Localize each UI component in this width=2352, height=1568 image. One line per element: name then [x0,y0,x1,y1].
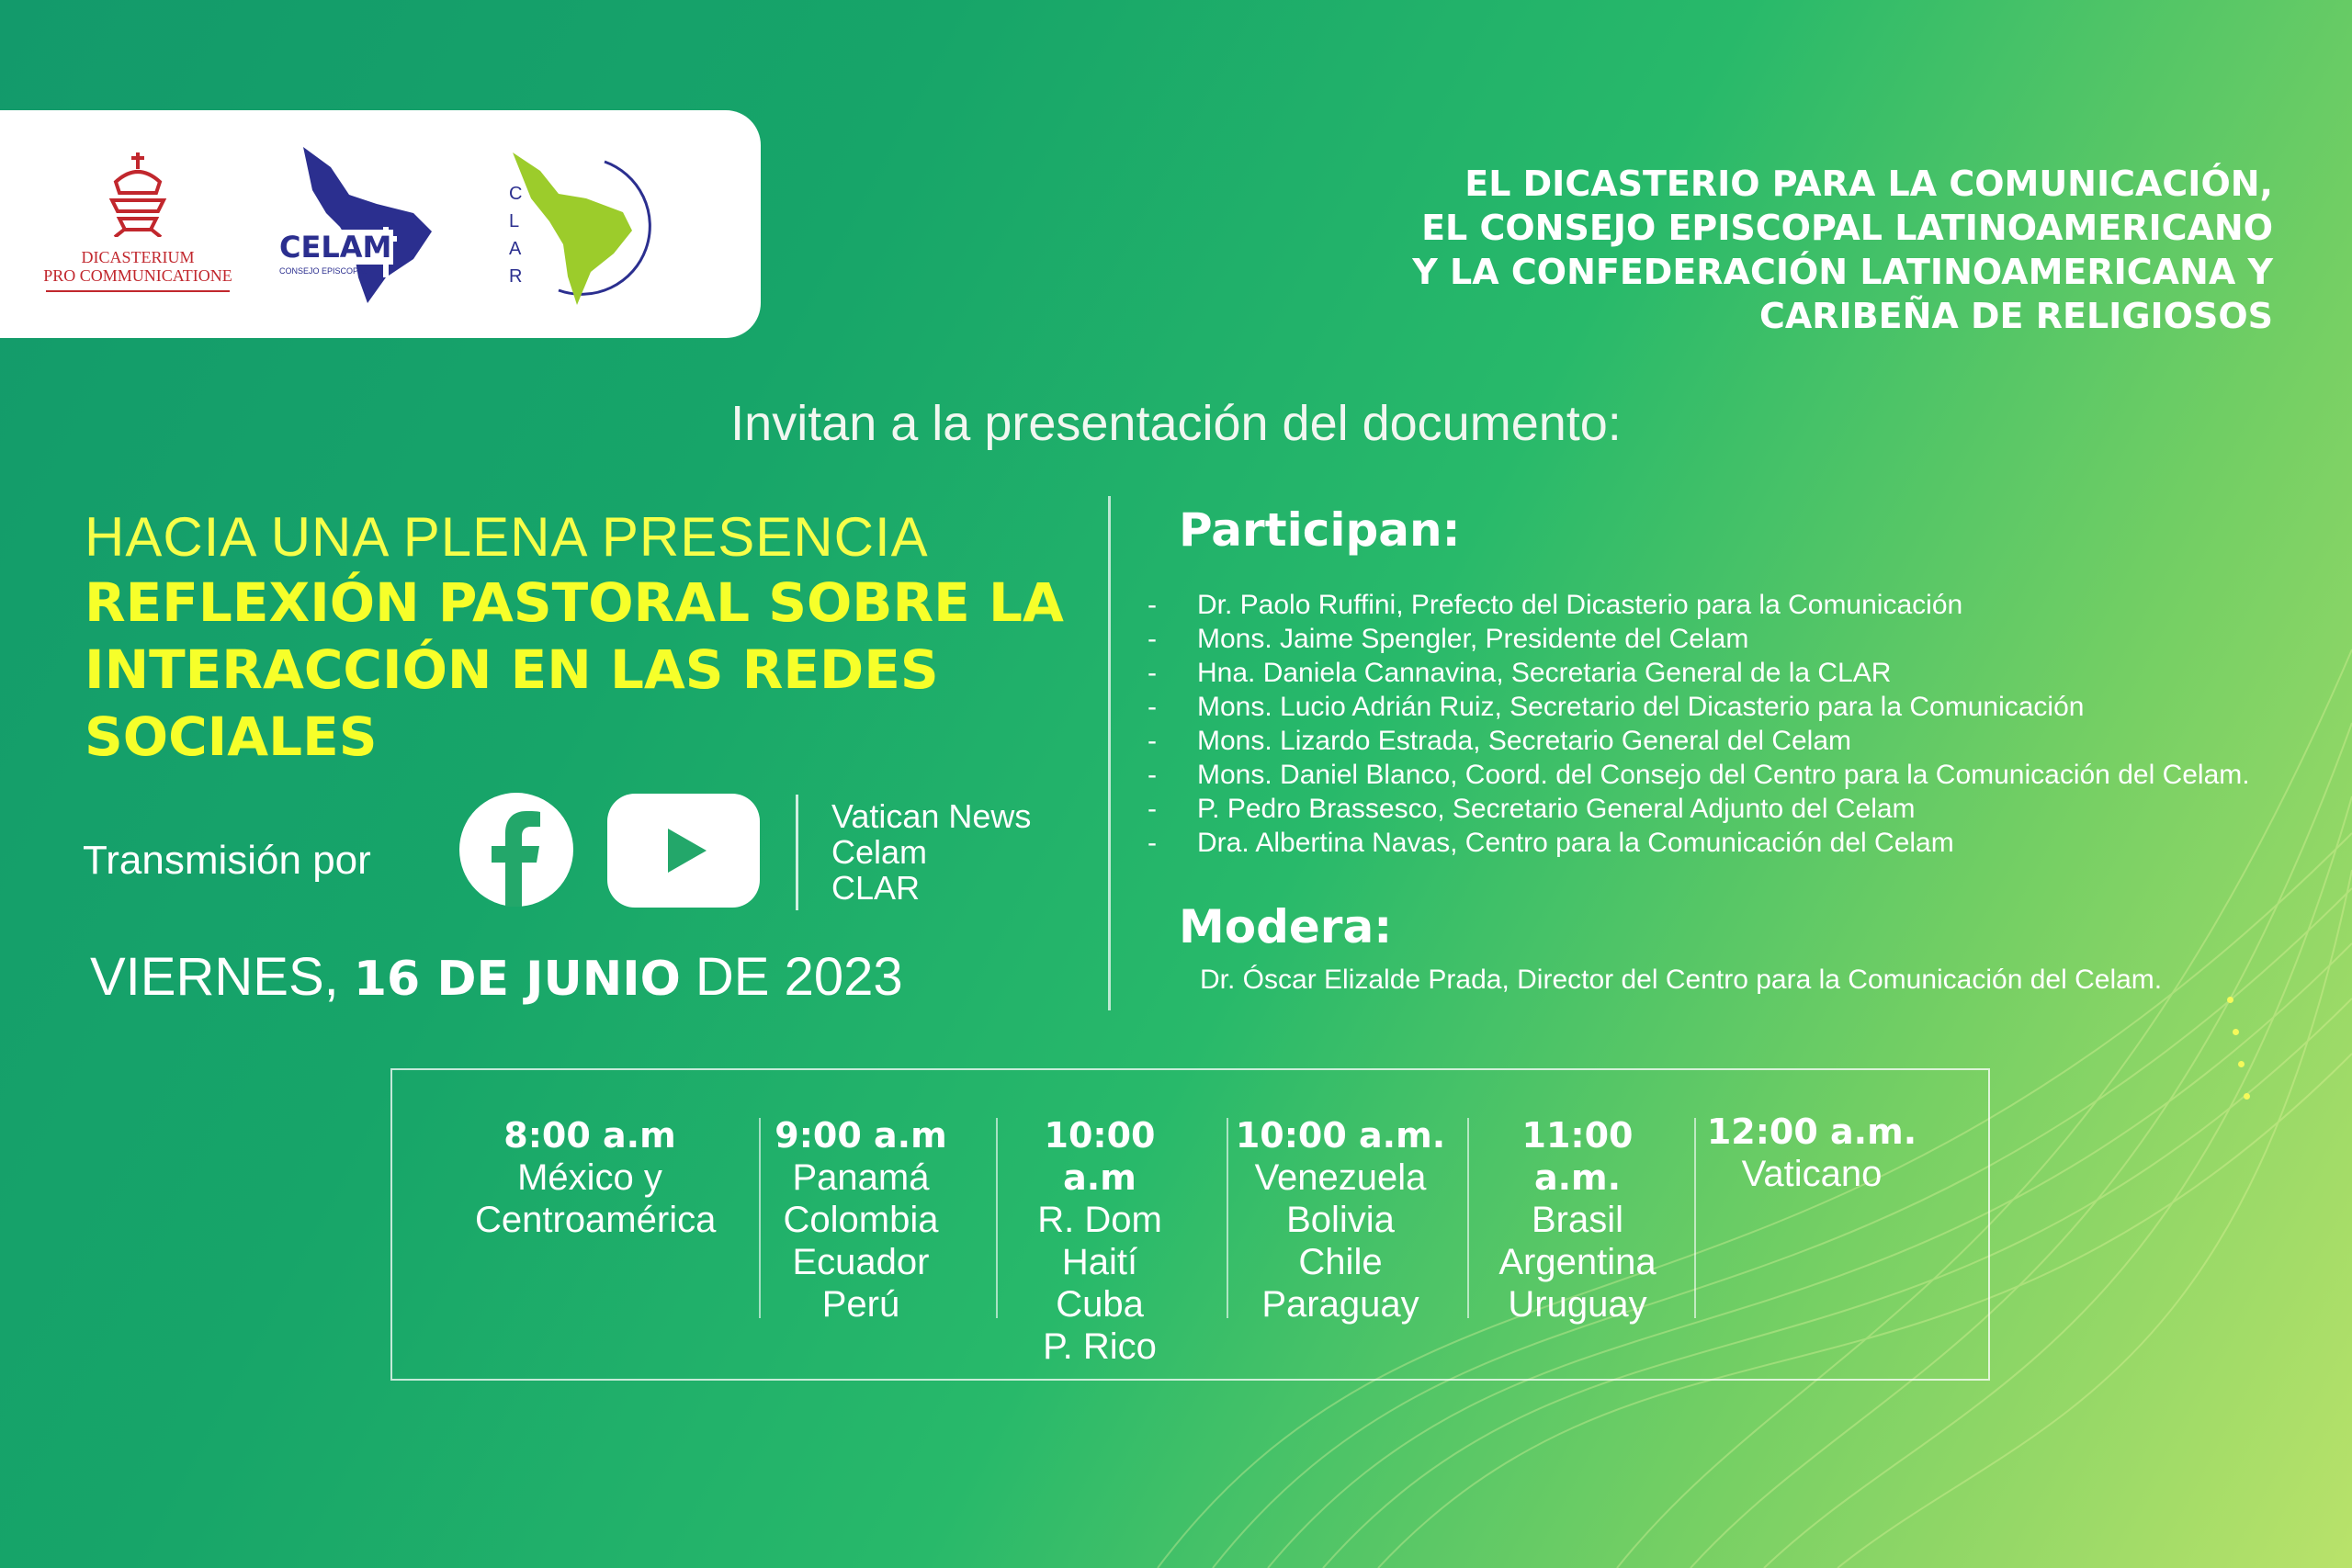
list-bullet: - [1148,794,1157,824]
participants-heading: Participan: [1179,503,1461,557]
schedule-place: Venezuela [1254,1157,1427,1198]
organizer-line: CARIBEÑA DE RELIGIOSOS [1758,296,2273,336]
list-bullet: - [1148,658,1157,688]
celam-subtitle: CONSEJO EPISCOPAL [279,266,368,276]
moderator-heading: Modera: [1179,900,1393,953]
participant-item [1144,622,2250,656]
schedule-time: 9:00 a.m [775,1115,947,1156]
event-weekday: VIERNES, [90,947,339,1007]
list-bullet: - [1148,760,1157,790]
participant-name: Mons. Lucio Adrián Ruiz, Secretario del Dicasterio para la Comunicación [1197,692,2085,722]
participant-name: Mons. Jaime Spengler, Presidente del Celam [1197,624,1749,654]
schedule-divider [1227,1118,1228,1318]
schedule-time: 10:00 a.m. [1235,1115,1446,1156]
schedule-divider [759,1118,761,1318]
clar-logo [503,143,660,309]
participant-name: Mons. Lizardo Estrada, Secretario General del Celam [1197,726,1852,756]
list-bullet: - [1148,726,1157,756]
celam-logo [276,140,441,314]
moderator-name: Dr. Óscar Elizalde Prada, Director del Centro para la Comunicación del Celam. [1200,964,2163,995]
participant-item [1144,724,2250,758]
invitation-text: Invitan a la presentación del documento: [730,396,1622,451]
schedule-place: Colombia [783,1200,939,1240]
schedule-place: Paraguay [1261,1284,1419,1325]
channel-list [831,798,1031,906]
participant-item [1144,656,2250,690]
list-bullet: - [1148,590,1157,620]
participant-item [1144,792,2250,826]
participant-name: Dra. Albertina Navas, Centro para la Comunicación del Celam [1197,828,1954,858]
document-title-line: INTERACCIÓN EN LAS REDES [85,638,939,701]
organizer-line: Y LA CONFEDERACIÓN LATINOAMERICANA Y [1412,252,2273,292]
schedule-column [1706,1111,1917,1195]
dicastery-underline [46,290,230,292]
schedule-place: Bolivia [1286,1200,1395,1240]
center-divider [1108,496,1111,1010]
participant-name: Dr. Paolo Ruffini, Prefecto del Dicasterio para la Comunicación [1197,590,1963,620]
schedule-place: México y [517,1157,662,1198]
organizer-line: EL CONSEJO EPISCOPAL LATINOAMERICANO [1421,208,2273,248]
schedule-divider [1694,1118,1696,1318]
schedule-column [1003,1114,1196,1368]
schedule-place: P. Rico [1043,1326,1157,1367]
participant-name: Mons. Daniel Blanco, Coord. del Consejo del Centro para la Comunicación del Celam. [1197,760,2250,790]
schedule-time: 10:00 a.m [1044,1115,1156,1198]
schedule-place: Panamá [792,1157,930,1198]
organizers-heading [1262,162,2273,338]
broadcast-label: Transmisión por [83,838,371,883]
schedule-place: Cuba [1056,1284,1144,1325]
schedule-divider [1467,1118,1469,1318]
channel-name: Vatican News [831,797,1032,835]
organizer-line: EL DICASTERIO PARA LA COMUNICACIÓN, [1464,164,2273,204]
broadcast-divider [796,795,798,910]
schedule-column [475,1114,717,1241]
schedule-place: R. Dom [1037,1200,1162,1240]
participant-item [1144,588,2250,622]
list-bullet: - [1148,624,1157,654]
dicastery-name-line1: DICASTERIUM [81,248,195,266]
participant-item [1144,758,2250,792]
document-title-line: SOCIALES [85,705,378,768]
document-title-line1: HACIA UNA PLENA PRESENCIA [85,506,929,568]
event-day-month: 16 DE JUNIO [353,952,681,1007]
schedule-column [1235,1114,1446,1325]
schedule-place: Uruguay [1508,1284,1647,1325]
dicastery-logo [37,145,239,310]
participant-item [1144,826,2250,860]
document-title [85,570,1077,771]
schedule-place: Perú [821,1284,900,1325]
celam-wordmark: CELAM [279,230,392,265]
logo-card [0,110,761,338]
schedule-place: Vaticano [1741,1154,1883,1194]
facebook-icon[interactable] [459,793,573,907]
participants-list [1144,588,2250,860]
youtube-icon[interactable] [607,794,760,908]
schedule-time: 12:00 a.m. [1706,1111,1917,1152]
latin-america-map-icon [276,140,441,305]
schedule-column [1476,1114,1679,1325]
schedule-place: Chile [1298,1242,1383,1282]
schedule-place: Brasil [1531,1200,1624,1240]
channel-name: CLAR [831,869,921,907]
document-title-line: REFLEXIÓN PASTORAL SOBRE LA [85,571,1064,634]
list-bullet: - [1148,692,1157,722]
schedule-table [390,1068,1990,1381]
clar-map-icon [503,143,660,309]
schedule-column [769,1114,953,1325]
dicastery-name-line2: PRO COMMUNICATIONE [43,266,232,285]
event-year: DE 2023 [695,947,903,1007]
schedule-divider [996,1118,998,1318]
papal-crest-icon [92,145,184,237]
list-bullet: - [1148,828,1157,858]
schedule-place: Haití [1061,1242,1138,1282]
channel-name: Celam [831,833,928,871]
event-date [90,946,903,1008]
schedule-place: Argentina [1498,1242,1657,1282]
participant-item [1144,690,2250,724]
schedule-place: Ecuador [792,1242,930,1282]
participant-name: Hna. Daniela Cannavina, Secretaria General de la CLAR [1197,658,1892,688]
schedule-time: 8:00 a.m [503,1115,676,1156]
schedule-place: Centroamérica [475,1200,717,1240]
participant-name: P. Pedro Brassesco, Secretario General Adjunto del Celam [1197,794,1916,824]
schedule-time: 11:00 a.m. [1521,1115,1634,1198]
clar-letters: C L A R [509,184,523,287]
